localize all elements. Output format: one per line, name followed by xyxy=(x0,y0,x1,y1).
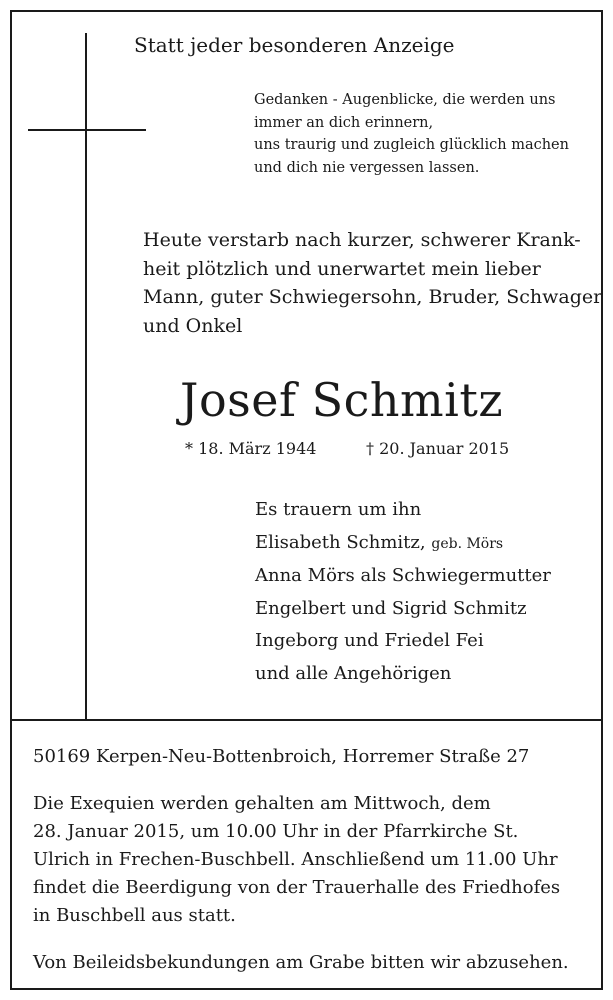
closing-note: Von Beileidsbekundungen am Grabe bitten wir abzusehen. xyxy=(33,952,569,973)
birth-date: * 18. März 1944 xyxy=(185,439,317,458)
death-date: † 20. Januar 2015 xyxy=(366,439,510,458)
service-details xyxy=(33,790,560,930)
mourner-item: Anna Mörs als Schwiegermutter xyxy=(255,565,551,586)
announcement-line: Mann, guter Schwiegersohn, Bruder, Schwager xyxy=(143,286,603,308)
address: 50169 Kerpen-Neu-Bottenbroich, Horremer Straße 27 xyxy=(33,746,530,767)
service-line: Die Exequien werden gehalten am Mittwoch, dem xyxy=(33,793,491,814)
deceased-name: Josef Schmitz xyxy=(180,373,504,427)
service-line: in Buschbell aus statt. xyxy=(33,905,236,926)
service-line: Ulrich in Frechen-Buschbell. Anschließend um 11.00 Uhr xyxy=(33,849,558,870)
poem-line: uns traurig und zugleich glücklich machen xyxy=(254,137,569,153)
announcement-line: und Onkel xyxy=(143,314,243,337)
mourners-list xyxy=(255,494,551,690)
mourner-wife xyxy=(255,527,551,561)
mourners-intro: Es trauern um ihn xyxy=(255,499,422,520)
mourner-wife-name: Elisabeth Schmitz, xyxy=(255,531,426,553)
poem-line: und dich nie vergessen lassen. xyxy=(254,159,480,176)
mourner-wife-maiden-name: geb. Mörs xyxy=(431,535,504,552)
section-divider xyxy=(10,719,603,721)
mourner-item: Ingeborg und Friedel Fei xyxy=(255,630,484,651)
service-line: 28. Januar 2015, um 10.00 Uhr in der Pfarrkirche St. xyxy=(33,821,519,842)
cross-symbol-horizontal xyxy=(28,129,146,131)
service-line: findet die Beerdigung von der Trauerhalle des Friedhofes xyxy=(33,877,561,898)
announcement-line: Heute verstarb nach kurzer, schwerer Krank- xyxy=(143,229,581,251)
announcement-line: heit plötzlich und unerwartet mein lieber xyxy=(143,257,541,280)
announcement-text xyxy=(143,226,602,340)
cross-symbol-vertical xyxy=(85,33,87,719)
notice-heading: Statt jeder besonderen Anzeige xyxy=(134,33,455,57)
poem xyxy=(254,89,569,179)
mourner-item: und alle Angehörigen xyxy=(255,662,452,684)
mourner-item: Engelbert und Sigrid Schmitz xyxy=(255,597,527,619)
poem-line: Gedanken - Augenblicke, die werden uns xyxy=(254,92,556,108)
poem-line: immer an dich erinnern, xyxy=(254,114,434,131)
